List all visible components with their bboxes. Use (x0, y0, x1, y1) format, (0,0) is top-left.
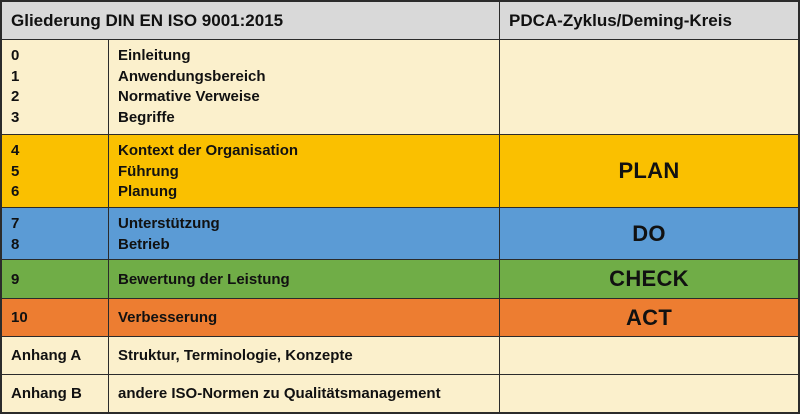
clause-title: Kontext der Organisation (118, 142, 299, 159)
row-annex-a-phase (500, 337, 798, 375)
row-annex-a-titles (109, 337, 500, 375)
row-intro-numbers (2, 40, 109, 135)
row-act-titles (109, 299, 500, 337)
phase-check-label: CHECK (609, 266, 689, 291)
row-plan-titles (109, 135, 500, 208)
phase-plan (500, 135, 798, 208)
row-plan-numbers (2, 135, 109, 208)
clause-number: 8 (11, 235, 20, 253)
annex-title: Struktur, Terminologie, Konzepte (118, 347, 353, 364)
clause-number: 1 (11, 67, 20, 85)
header-pdca-label: PDCA-Zyklus/Deming-Kreis (509, 10, 732, 30)
row-annex-b-titles (109, 375, 500, 412)
header-pdca (500, 2, 798, 40)
clause-title: Einleitung (118, 47, 191, 64)
clause-title: Anwendungsbereich (118, 67, 266, 85)
header-structure-label: Gliederung DIN EN ISO 9001:2015 (11, 10, 284, 30)
annex-title: andere ISO-Normen zu Qualitätsmanagement (118, 385, 441, 402)
clause-number: 7 (11, 215, 20, 232)
clause-title: Begriffe (118, 108, 175, 126)
phase-plan-label: PLAN (618, 158, 680, 183)
clause-number: 6 (11, 183, 20, 200)
row-do-numbers (2, 208, 109, 260)
annex-label: Anhang B (11, 385, 82, 402)
row-annex-b-phase (500, 375, 798, 412)
clause-title: Planung (118, 183, 178, 200)
clause-title: Unterstützung (118, 215, 220, 232)
row-intro-phase (500, 40, 798, 135)
annex-label: Anhang A (11, 347, 82, 364)
clause-number: 5 (11, 162, 20, 180)
clause-number: 3 (11, 108, 20, 126)
phase-do-label: DO (632, 220, 666, 246)
row-check-titles (109, 260, 500, 299)
phase-act-label: ACT (625, 304, 673, 330)
phase-check (500, 260, 798, 299)
row-check-numbers (2, 260, 109, 299)
phase-act (500, 299, 798, 337)
row-annex-b-numbers (2, 375, 109, 412)
clause-number: 10 (11, 309, 28, 326)
clause-title: Bewertung der Leistung (118, 270, 290, 288)
row-do-titles (109, 208, 500, 260)
row-act-numbers (2, 299, 109, 337)
clause-title: Normative Verweise (118, 88, 260, 105)
clause-title: Führung (118, 162, 179, 180)
clause-number: 4 (11, 142, 20, 159)
row-annex-a-numbers (2, 337, 109, 375)
row-intro-titles (109, 40, 500, 135)
clause-title: Verbesserung (118, 309, 218, 326)
header-structure (2, 2, 500, 40)
clause-number: 2 (11, 88, 20, 105)
clause-number: 9 (11, 270, 20, 288)
clause-number: 0 (11, 47, 20, 64)
clause-title: Betrieb (118, 235, 170, 253)
phase-do (500, 208, 798, 260)
